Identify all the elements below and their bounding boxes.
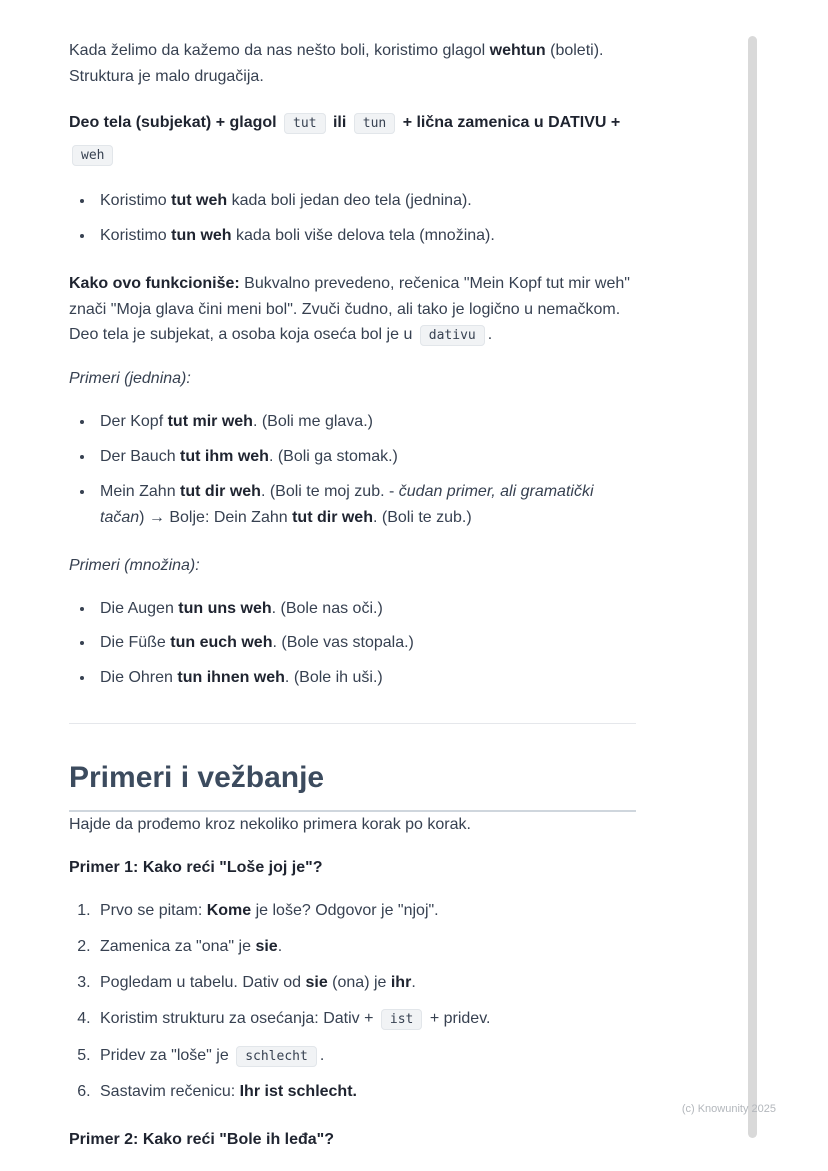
- step-item: 1. Prvo se pitam: Kome je loše? Odgovor je "njoj".: [95, 898, 636, 924]
- singular-examples-list: [69, 409, 636, 531]
- example-item: • Die Füße tun euch weh. (Bole vas stopala.): [95, 630, 636, 656]
- example-item: • Die Augen tun uns weh. (Bole nas oči.): [95, 596, 636, 622]
- usage-list-item: • Koristimo tut weh kada boli jedan deo tela (jednina).: [95, 188, 636, 214]
- singular-examples-label: Primeri (jednina):: [69, 370, 191, 388]
- example1-title: Primer 1: Kako reći "Loše joj je"?: [69, 859, 323, 877]
- example-item: • Die Ohren tun ihnen weh. (Bole ih uši.): [95, 665, 636, 691]
- intro-paragraph: Kada želimo da kažemo da nas nešto boli, koristimo glagol wehtun (boleti). Struktura je malo drugačija.: [69, 42, 604, 85]
- usage-list-item: • Koristimo tun weh kada boli više delova tela (množina).: [95, 223, 636, 249]
- plural-examples-label: Primeri (množina):: [69, 556, 200, 574]
- step-item: 5. Pridev za "loše" je schlecht .: [95, 1043, 636, 1070]
- scrollbar-thumb[interactable]: [748, 36, 757, 1138]
- practice-intro: Hajde da prođemo kroz nekoliko primera korak po korak.: [69, 816, 471, 834]
- watermark: (c) Knowunity 2025: [681, 1103, 776, 1115]
- section-divider: [69, 723, 636, 724]
- step-item: 2. Zamenica za "ona" je sie.: [95, 934, 636, 960]
- example1-steps: [69, 898, 636, 1105]
- example-item: • Der Bauch tut ihm weh. (Boli ga stomak.): [95, 444, 636, 470]
- formula-paragraph: Deo tela (subjekat) + glagol tut ili tun + lična zamenica u DATIVU + weh: [69, 107, 636, 171]
- step-item: 3. Pogledam u tabelu. Dativ od sie (ona) je ihr.: [95, 970, 636, 996]
- explanation-paragraph: Kako ovo funkcioniše: Bukvalno prevedeno, rečenica "Mein Kopf tut mir weh" znači "Moja glava čini meni bol". Zvuči čudno, ali tako je logično u nemačkom. Deo tela je subjekat, a osoba koja oseća bol je u dativu .: [69, 271, 636, 350]
- step-item: 4. Koristim strukturu za osećanja: Dativ + ist + pridev.: [95, 1006, 636, 1033]
- example-item: • Mein Zahn tut dir weh. (Boli te moj zub. - čudan primer, ali gramatički tačan) → Bolje: Dein Zahn tut dir weh. (Boli te zub.): [95, 479, 636, 531]
- plural-examples-list: [69, 596, 636, 692]
- example-item: • Der Kopf tut mir weh. (Boli me glava.): [95, 409, 636, 435]
- step-item: 6. Sastavim rečenicu: Ihr ist schlecht.: [95, 1079, 636, 1105]
- example2-title: Primer 2: Kako reći "Bole ih leđa"?: [69, 1131, 335, 1149]
- section-title: Primeri i vežbanje: [69, 760, 636, 812]
- document-content: [69, 38, 636, 1170]
- usage-list: [69, 188, 636, 249]
